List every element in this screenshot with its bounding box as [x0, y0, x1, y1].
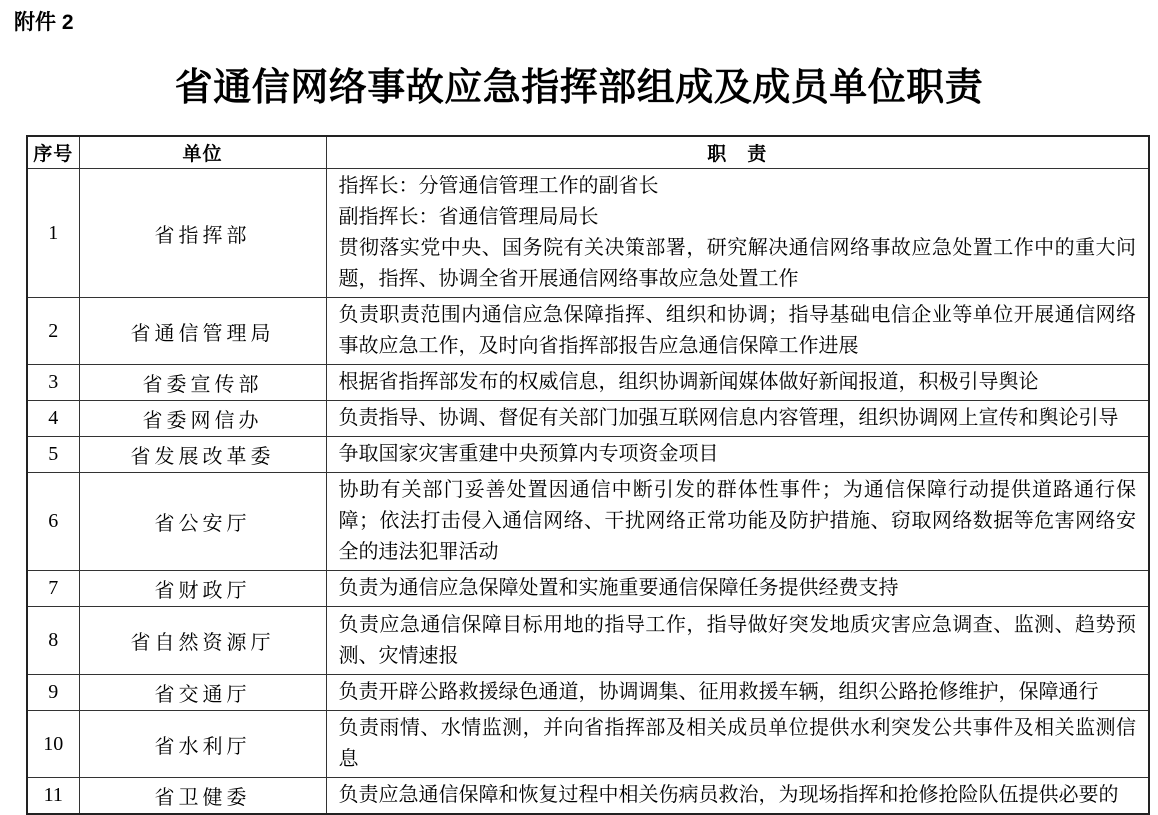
duty-line: 负责职责范围内通信应急保障指挥、组织和协调；指导基础电信企业等单位开展通信网络事故应急工作，及时向省指挥部报告应急通信保障工作进展: [338, 304, 1136, 357]
unit-name: 省指挥部: [79, 169, 326, 298]
row-number: 2: [27, 298, 79, 365]
duty-cell: [326, 473, 1149, 571]
unit-name: 省水利厅: [79, 711, 326, 778]
table-row: [27, 298, 1149, 365]
table-row: [27, 607, 1149, 675]
duty-cell: [326, 401, 1149, 437]
table-row: [27, 675, 1149, 711]
duty-line: 负责开辟公路救援绿色通道，协调调集、征用救援车辆，组织公路抢修维护，保障通行: [338, 681, 1099, 703]
unit-name: 省通信管理局: [79, 298, 326, 365]
duty-line: 负责应急通信保障目标用地的指导工作，指导做好突发地质灾害应急调查、监测、趋势预测、灾情速报: [338, 613, 1136, 667]
table-row: [27, 571, 1149, 607]
duty-line: 贯彻落实党中央、国务院有关决策部署，研究解决通信网络事故应急处置工作中的重大问题，指挥、协调全省开展通信网络事故应急处置工作: [338, 237, 1136, 290]
duty-line: 负责为通信应急保障处置和实施重要通信保障任务提供经费支持: [338, 577, 899, 599]
table-row: [27, 473, 1149, 571]
row-number: 1: [27, 169, 79, 298]
duty-cell: [326, 711, 1149, 778]
duty-cell: [326, 778, 1149, 815]
row-number: 10: [27, 711, 79, 778]
table-row: [27, 169, 1149, 298]
duty-line: 指挥长：分管通信管理工作的副省长: [338, 175, 659, 197]
header-unit: 单位: [79, 136, 326, 169]
row-number: 9: [27, 675, 79, 711]
page-title: 省通信网络事故应急指挥部组成及成员单位职责: [174, 67, 984, 109]
unit-name: 省公安厅: [79, 473, 326, 571]
table-row: [27, 778, 1149, 815]
duty-cell: [326, 437, 1149, 473]
row-number: 8: [27, 607, 79, 675]
unit-name: 省委网信办: [79, 401, 326, 437]
table-row: [27, 437, 1149, 473]
table-row: [27, 365, 1149, 401]
duty-line: 负责雨情、水情监测，并向省指挥部及相关成员单位提供水利突发公共事件及相关监测信息: [338, 717, 1136, 770]
unit-name: 省自然资源厅: [79, 607, 326, 675]
duty-line: 争取国家灾害重建中央预算内专项资金项目: [338, 443, 719, 465]
table-row: [27, 401, 1149, 437]
unit-name: 省财政厅: [79, 571, 326, 607]
row-number: 5: [27, 437, 79, 473]
duty-cell: [326, 365, 1149, 401]
duty-line: 根据省指挥部发布的权威信息，组织协调新闻媒体做好新闻报道，积极引导舆论: [338, 371, 1039, 393]
attachment-label: 附件 2: [14, 11, 74, 34]
duty-cell: [326, 298, 1149, 365]
row-number: 3: [27, 365, 79, 401]
unit-name: 省发展改革委: [79, 437, 326, 473]
duty-line: 负责指导、协调、督促有关部门加强互联网信息内容管理，组织协调网上宣传和舆论引导: [338, 407, 1119, 429]
row-number: 4: [27, 401, 79, 437]
table-row: [27, 711, 1149, 778]
duty-cell: [326, 607, 1149, 675]
row-number: 6: [27, 473, 79, 571]
row-number: 11: [27, 778, 79, 815]
table-header-row: [27, 136, 1149, 169]
duty-cell: [326, 571, 1149, 607]
duty-cell: [326, 169, 1149, 298]
header-duty: 职 责: [326, 136, 1149, 169]
duty-line: 负责应急通信保障和恢复过程中相关伤病员救治，为现场指挥和抢修抢险队伍提供必要的: [338, 784, 1119, 806]
duty-line: 协助有关部门妥善处置因通信中断引发的群体性事件；为通信保障行动提供道路通行保障；依法打击侵入通信网络、干扰网络正常功能及防护措施、窃取网络数据等危害网络安全的违法犯罪活动: [338, 479, 1136, 563]
responsibilities-table: [26, 135, 1150, 815]
header-no: 序号: [27, 136, 79, 169]
unit-name: 省委宣传部: [79, 365, 326, 401]
unit-name: 省交通厅: [79, 675, 326, 711]
document-page: [0, 8, 1158, 809]
row-number: 7: [27, 571, 79, 607]
unit-name: 省卫健委: [79, 778, 326, 815]
duty-line: 副指挥长：省通信管理局局长: [338, 206, 599, 228]
duty-cell: [326, 675, 1149, 711]
